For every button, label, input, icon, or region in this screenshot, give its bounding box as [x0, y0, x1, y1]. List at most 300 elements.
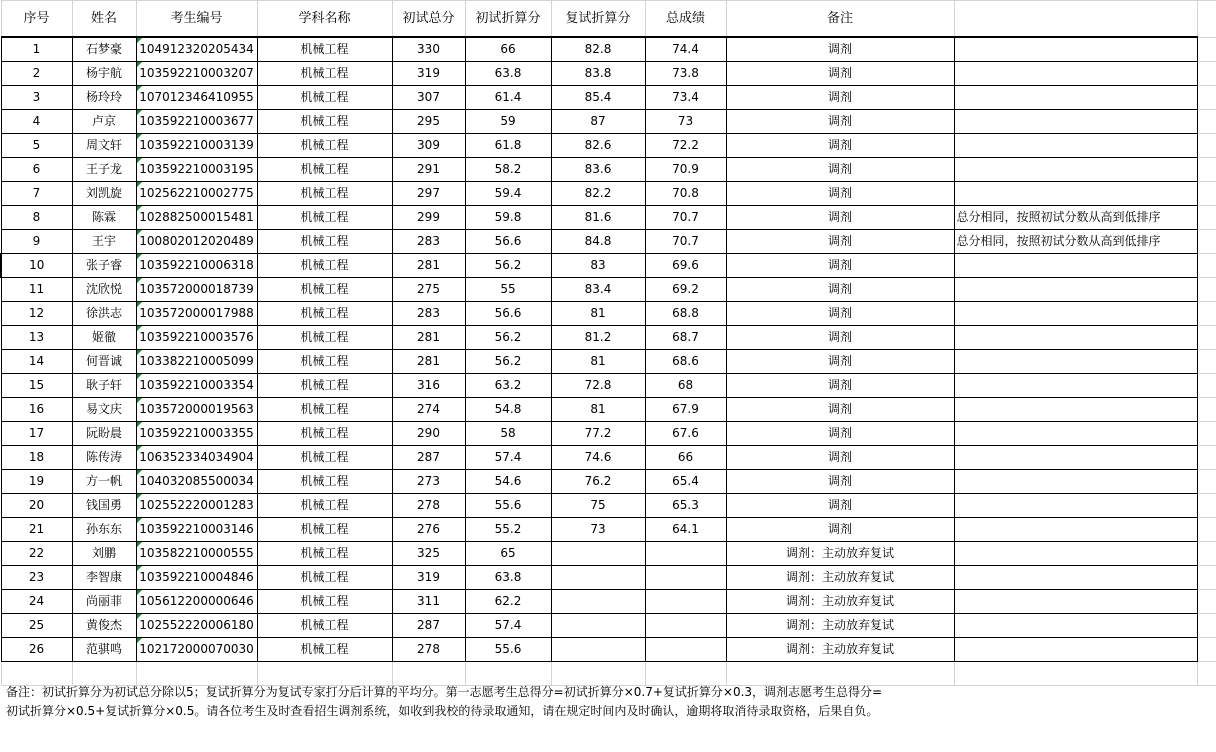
candidate-id-cell[interactable]: 104912320205434 — [136, 37, 257, 62]
prelim-total-cell[interactable]: 311 — [392, 590, 465, 614]
candidate-id-cell[interactable]: 103592210003207 — [136, 62, 257, 86]
name-cell[interactable]: 姬徹 — [72, 326, 136, 350]
total-score-cell[interactable]: 70.9 — [645, 158, 726, 182]
subject-cell[interactable]: 机械工程 — [257, 326, 392, 350]
name-cell[interactable]: 何晋诚 — [72, 350, 136, 374]
cell[interactable] — [1197, 470, 1216, 494]
candidate-id-cell[interactable]: 104032085500034 — [136, 470, 257, 494]
cell[interactable] — [1197, 326, 1216, 350]
seq-cell[interactable]: 7 — [1, 182, 72, 206]
remark-cell[interactable]: 调剂 — [726, 278, 954, 302]
retest-converted-cell[interactable]: 73 — [551, 518, 645, 542]
remark-cell[interactable]: 调剂 — [726, 494, 954, 518]
candidate-id-cell[interactable]: 100802012020489 — [136, 230, 257, 254]
seq-cell[interactable]: 17 — [1, 422, 72, 446]
retest-converted-cell[interactable]: 83.6 — [551, 158, 645, 182]
total-score-cell[interactable]: 73.8 — [645, 62, 726, 86]
subject-cell[interactable]: 机械工程 — [257, 374, 392, 398]
seq-cell[interactable]: 3 — [1, 86, 72, 110]
seq-cell[interactable]: 2 — [1, 62, 72, 86]
remark-cell[interactable]: 调剂 — [726, 158, 954, 182]
prelim-converted-cell[interactable]: 54.6 — [465, 470, 551, 494]
cell[interactable] — [1197, 566, 1216, 590]
note-cell[interactable] — [954, 638, 1197, 662]
prelim-total-cell[interactable]: 281 — [392, 350, 465, 374]
candidate-id-cell[interactable]: 105612200000646 — [136, 590, 257, 614]
cell[interactable] — [1197, 662, 1216, 686]
note-cell[interactable] — [954, 182, 1197, 206]
candidate-id-cell[interactable]: 103572000019563 — [136, 398, 257, 422]
remark-cell[interactable]: 调剂 — [726, 134, 954, 158]
cell[interactable] — [1, 662, 72, 686]
candidate-id-cell[interactable]: 102552220006180 — [136, 614, 257, 638]
prelim-converted-cell[interactable]: 55.6 — [465, 494, 551, 518]
name-cell[interactable]: 周文轩 — [72, 134, 136, 158]
remark-cell[interactable]: 调剂：主动放弃复试 — [726, 542, 954, 566]
total-score-cell[interactable]: 68.7 — [645, 326, 726, 350]
subject-cell[interactable]: 机械工程 — [257, 230, 392, 254]
prelim-converted-cell[interactable]: 59.8 — [465, 206, 551, 230]
total-score-cell[interactable]: 66 — [645, 446, 726, 470]
cell[interactable] — [1197, 398, 1216, 422]
prelim-total-cell[interactable]: 325 — [392, 542, 465, 566]
cell[interactable] — [1197, 614, 1216, 638]
note-cell[interactable] — [954, 518, 1197, 542]
name-cell[interactable]: 耿子轩 — [72, 374, 136, 398]
cell[interactable] — [1197, 86, 1216, 110]
total-score-cell[interactable]: 68 — [645, 374, 726, 398]
retest-converted-cell[interactable]: 81 — [551, 302, 645, 326]
candidate-id-cell[interactable]: 102562210002775 — [136, 182, 257, 206]
total-score-cell[interactable] — [645, 542, 726, 566]
prelim-converted-cell[interactable]: 61.8 — [465, 134, 551, 158]
total-score-cell[interactable]: 69.2 — [645, 278, 726, 302]
retest-converted-cell[interactable] — [551, 566, 645, 590]
prelim-total-cell[interactable]: 287 — [392, 446, 465, 470]
prelim-converted-cell[interactable]: 57.4 — [465, 614, 551, 638]
header-cell[interactable]: 序号 — [1, 1, 72, 38]
note-cell[interactable] — [954, 542, 1197, 566]
remark-cell[interactable]: 调剂：主动放弃复试 — [726, 590, 954, 614]
retest-converted-cell[interactable]: 75 — [551, 494, 645, 518]
cell[interactable] — [1197, 254, 1216, 278]
prelim-converted-cell[interactable]: 56.2 — [465, 254, 551, 278]
retest-converted-cell[interactable] — [551, 590, 645, 614]
note-cell[interactable]: 总分相同，按照初试分数从高到低排序 — [954, 230, 1197, 254]
candidate-id-cell[interactable]: 103592210004846 — [136, 566, 257, 590]
remark-cell[interactable]: 调剂 — [726, 326, 954, 350]
header-cell[interactable]: 总成绩 — [645, 1, 726, 38]
prelim-total-cell[interactable]: 274 — [392, 398, 465, 422]
note-cell[interactable] — [954, 614, 1197, 638]
subject-cell[interactable]: 机械工程 — [257, 206, 392, 230]
remark-cell[interactable]: 调剂 — [726, 446, 954, 470]
retest-converted-cell[interactable] — [551, 638, 645, 662]
total-score-cell[interactable] — [645, 638, 726, 662]
subject-cell[interactable]: 机械工程 — [257, 494, 392, 518]
retest-converted-cell[interactable] — [551, 542, 645, 566]
subject-cell[interactable]: 机械工程 — [257, 590, 392, 614]
prelim-total-cell[interactable]: 275 — [392, 278, 465, 302]
prelim-total-cell[interactable]: 276 — [392, 518, 465, 542]
retest-converted-cell[interactable]: 81 — [551, 350, 645, 374]
name-cell[interactable]: 沈欣悦 — [72, 278, 136, 302]
subject-cell[interactable]: 机械工程 — [257, 422, 392, 446]
prelim-converted-cell[interactable]: 58 — [465, 422, 551, 446]
prelim-total-cell[interactable]: 307 — [392, 86, 465, 110]
candidate-id-cell[interactable]: 107012346410955 — [136, 86, 257, 110]
prelim-converted-cell[interactable]: 54.8 — [465, 398, 551, 422]
retest-converted-cell[interactable]: 84.8 — [551, 230, 645, 254]
note-cell[interactable] — [954, 278, 1197, 302]
total-score-cell[interactable]: 70.7 — [645, 206, 726, 230]
retest-converted-cell[interactable]: 85.4 — [551, 86, 645, 110]
prelim-total-cell[interactable]: 278 — [392, 494, 465, 518]
seq-cell[interactable]: 21 — [1, 518, 72, 542]
candidate-id-cell[interactable]: 103592210003576 — [136, 326, 257, 350]
note-cell[interactable] — [954, 86, 1197, 110]
candidate-id-cell[interactable]: 103592210003195 — [136, 158, 257, 182]
name-cell[interactable]: 王宇 — [72, 230, 136, 254]
total-score-cell[interactable]: 67.9 — [645, 398, 726, 422]
seq-cell[interactable]: 11 — [1, 278, 72, 302]
candidate-id-cell[interactable]: 103592210003355 — [136, 422, 257, 446]
subject-cell[interactable]: 机械工程 — [257, 134, 392, 158]
total-score-cell[interactable]: 70.8 — [645, 182, 726, 206]
name-cell[interactable]: 石梦豪 — [72, 37, 136, 62]
candidate-id-cell[interactable]: 102882500015481 — [136, 206, 257, 230]
remark-cell[interactable]: 调剂 — [726, 86, 954, 110]
total-score-cell[interactable]: 65.4 — [645, 470, 726, 494]
remark-cell[interactable]: 调剂 — [726, 62, 954, 86]
retest-converted-cell[interactable] — [551, 614, 645, 638]
seq-cell[interactable]: 26 — [1, 638, 72, 662]
remark-cell[interactable]: 调剂 — [726, 182, 954, 206]
prelim-total-cell[interactable]: 297 — [392, 182, 465, 206]
name-cell[interactable]: 张子睿 — [72, 254, 136, 278]
retest-converted-cell[interactable]: 83.8 — [551, 62, 645, 86]
subject-cell[interactable]: 机械工程 — [257, 158, 392, 182]
seq-cell[interactable]: 23 — [1, 566, 72, 590]
remark-cell[interactable]: 调剂 — [726, 37, 954, 62]
note-cell[interactable] — [954, 446, 1197, 470]
candidate-id-cell[interactable]: 102172000070030 — [136, 638, 257, 662]
prelim-total-cell[interactable]: 319 — [392, 566, 465, 590]
note-cell[interactable] — [954, 374, 1197, 398]
note-cell[interactable] — [954, 254, 1197, 278]
retest-converted-cell[interactable]: 77.2 — [551, 422, 645, 446]
seq-cell[interactable]: 15 — [1, 374, 72, 398]
name-cell[interactable]: 徐洪志 — [72, 302, 136, 326]
candidate-id-cell[interactable]: 103582210000555 — [136, 542, 257, 566]
total-score-cell[interactable]: 68.6 — [645, 350, 726, 374]
remark-cell[interactable]: 调剂 — [726, 254, 954, 278]
name-cell[interactable]: 陈传涛 — [72, 446, 136, 470]
subject-cell[interactable]: 机械工程 — [257, 182, 392, 206]
subject-cell[interactable]: 机械工程 — [257, 446, 392, 470]
remark-cell[interactable]: 调剂：主动放弃复试 — [726, 638, 954, 662]
cell[interactable] — [1197, 518, 1216, 542]
seq-cell[interactable]: 10 — [1, 254, 72, 278]
note-cell[interactable] — [954, 134, 1197, 158]
subject-cell[interactable]: 机械工程 — [257, 542, 392, 566]
prelim-converted-cell[interactable]: 65 — [465, 542, 551, 566]
prelim-converted-cell[interactable]: 55 — [465, 278, 551, 302]
cell[interactable] — [1197, 158, 1216, 182]
subject-cell[interactable]: 机械工程 — [257, 398, 392, 422]
remark-cell[interactable]: 调剂 — [726, 518, 954, 542]
prelim-converted-cell[interactable]: 61.4 — [465, 86, 551, 110]
remark-cell[interactable]: 调剂：主动放弃复试 — [726, 566, 954, 590]
candidate-id-cell[interactable]: 103592210003139 — [136, 134, 257, 158]
cell[interactable] — [72, 662, 136, 686]
retest-converted-cell[interactable]: 76.2 — [551, 470, 645, 494]
prelim-converted-cell[interactable]: 66 — [465, 37, 551, 62]
name-cell[interactable]: 刘凯旋 — [72, 182, 136, 206]
seq-cell[interactable]: 18 — [1, 446, 72, 470]
note-cell[interactable] — [954, 470, 1197, 494]
cell[interactable] — [1197, 1, 1216, 38]
cell[interactable] — [1197, 638, 1216, 662]
cell[interactable] — [1197, 542, 1216, 566]
prelim-total-cell[interactable]: 278 — [392, 638, 465, 662]
header-cell[interactable]: 复试折算分 — [551, 1, 645, 38]
note-cell[interactable] — [954, 590, 1197, 614]
seq-cell[interactable]: 6 — [1, 158, 72, 182]
remark-cell[interactable]: 调剂 — [726, 230, 954, 254]
prelim-total-cell[interactable]: 295 — [392, 110, 465, 134]
total-score-cell[interactable]: 73.4 — [645, 86, 726, 110]
subject-cell[interactable]: 机械工程 — [257, 254, 392, 278]
total-score-cell[interactable]: 74.4 — [645, 37, 726, 62]
total-score-cell[interactable]: 67.6 — [645, 422, 726, 446]
prelim-total-cell[interactable]: 273 — [392, 470, 465, 494]
seq-cell[interactable]: 4 — [1, 110, 72, 134]
prelim-converted-cell[interactable]: 55.2 — [465, 518, 551, 542]
retest-converted-cell[interactable]: 83 — [551, 254, 645, 278]
remark-cell[interactable]: 调剂 — [726, 422, 954, 446]
total-score-cell[interactable]: 69.6 — [645, 254, 726, 278]
note-cell[interactable] — [954, 494, 1197, 518]
total-score-cell[interactable]: 72.2 — [645, 134, 726, 158]
name-cell[interactable]: 方一帆 — [72, 470, 136, 494]
cell[interactable] — [1197, 446, 1216, 470]
name-cell[interactable]: 孙东东 — [72, 518, 136, 542]
header-cell[interactable]: 学科名称 — [257, 1, 392, 38]
note-cell[interactable] — [954, 350, 1197, 374]
header-cell[interactable]: 姓名 — [72, 1, 136, 38]
subject-cell[interactable]: 机械工程 — [257, 110, 392, 134]
cell[interactable] — [1197, 230, 1216, 254]
prelim-total-cell[interactable]: 290 — [392, 422, 465, 446]
seq-cell[interactable]: 12 — [1, 302, 72, 326]
prelim-total-cell[interactable]: 283 — [392, 230, 465, 254]
seq-cell[interactable]: 19 — [1, 470, 72, 494]
name-cell[interactable]: 陈霖 — [72, 206, 136, 230]
candidate-id-cell[interactable]: 102552220001283 — [136, 494, 257, 518]
prelim-total-cell[interactable]: 299 — [392, 206, 465, 230]
name-cell[interactable]: 李智康 — [72, 566, 136, 590]
prelim-converted-cell[interactable]: 56.6 — [465, 302, 551, 326]
total-score-cell[interactable]: 73 — [645, 110, 726, 134]
seq-cell[interactable]: 25 — [1, 614, 72, 638]
seq-cell[interactable]: 5 — [1, 134, 72, 158]
note-cell[interactable] — [954, 110, 1197, 134]
candidate-id-cell[interactable]: 103592210003354 — [136, 374, 257, 398]
retest-converted-cell[interactable]: 81 — [551, 398, 645, 422]
cell[interactable] — [1197, 350, 1216, 374]
cell[interactable] — [1197, 590, 1216, 614]
note-cell[interactable] — [954, 62, 1197, 86]
prelim-converted-cell[interactable]: 56.2 — [465, 350, 551, 374]
seq-cell[interactable]: 20 — [1, 494, 72, 518]
retest-converted-cell[interactable]: 81.2 — [551, 326, 645, 350]
prelim-total-cell[interactable]: 291 — [392, 158, 465, 182]
cell[interactable] — [726, 662, 954, 686]
name-cell[interactable]: 刘鹏 — [72, 542, 136, 566]
name-cell[interactable]: 尚丽菲 — [72, 590, 136, 614]
remark-cell[interactable]: 调剂 — [726, 206, 954, 230]
retest-converted-cell[interactable]: 72.8 — [551, 374, 645, 398]
cell[interactable] — [1197, 134, 1216, 158]
subject-cell[interactable]: 机械工程 — [257, 37, 392, 62]
name-cell[interactable]: 杨玲玲 — [72, 86, 136, 110]
note-cell[interactable] — [954, 326, 1197, 350]
total-score-cell[interactable] — [645, 590, 726, 614]
header-cell[interactable]: 备注 — [726, 1, 954, 38]
cell[interactable] — [645, 662, 726, 686]
prelim-total-cell[interactable]: 283 — [392, 302, 465, 326]
prelim-converted-cell[interactable]: 59.4 — [465, 182, 551, 206]
cell[interactable] — [1197, 422, 1216, 446]
prelim-converted-cell[interactable]: 59 — [465, 110, 551, 134]
candidate-id-cell[interactable]: 106352334034904 — [136, 446, 257, 470]
seq-cell[interactable]: 16 — [1, 398, 72, 422]
prelim-total-cell[interactable]: 281 — [392, 326, 465, 350]
prelim-total-cell[interactable]: 287 — [392, 614, 465, 638]
subject-cell[interactable]: 机械工程 — [257, 350, 392, 374]
retest-converted-cell[interactable]: 74.6 — [551, 446, 645, 470]
subject-cell[interactable]: 机械工程 — [257, 278, 392, 302]
header-cell[interactable] — [954, 1, 1197, 38]
candidate-id-cell[interactable]: 103592210003146 — [136, 518, 257, 542]
prelim-converted-cell[interactable]: 57.4 — [465, 446, 551, 470]
remark-cell[interactable]: 调剂 — [726, 110, 954, 134]
note-cell[interactable] — [954, 158, 1197, 182]
cell[interactable] — [1197, 110, 1216, 134]
seq-cell[interactable]: 14 — [1, 350, 72, 374]
subject-cell[interactable]: 机械工程 — [257, 638, 392, 662]
subject-cell[interactable]: 机械工程 — [257, 470, 392, 494]
total-score-cell[interactable]: 70.7 — [645, 230, 726, 254]
prelim-total-cell[interactable]: 319 — [392, 62, 465, 86]
cell[interactable] — [257, 662, 392, 686]
subject-cell[interactable]: 机械工程 — [257, 302, 392, 326]
remark-cell[interactable]: 调剂 — [726, 374, 954, 398]
seq-cell[interactable]: 1 — [1, 37, 72, 62]
remark-cell[interactable]: 调剂 — [726, 350, 954, 374]
prelim-converted-cell[interactable]: 55.6 — [465, 638, 551, 662]
cell[interactable] — [954, 662, 1197, 686]
prelim-converted-cell[interactable]: 58.2 — [465, 158, 551, 182]
remark-cell[interactable]: 调剂 — [726, 470, 954, 494]
name-cell[interactable]: 范骐鸣 — [72, 638, 136, 662]
cell[interactable] — [1197, 302, 1216, 326]
cell[interactable] — [465, 662, 551, 686]
prelim-total-cell[interactable]: 281 — [392, 254, 465, 278]
note-cell[interactable] — [954, 302, 1197, 326]
total-score-cell[interactable] — [645, 566, 726, 590]
remark-cell[interactable]: 调剂 — [726, 398, 954, 422]
cell[interactable] — [551, 662, 645, 686]
total-score-cell[interactable]: 65.3 — [645, 494, 726, 518]
name-cell[interactable]: 易文庆 — [72, 398, 136, 422]
seq-cell[interactable]: 24 — [1, 590, 72, 614]
name-cell[interactable]: 杨宇航 — [72, 62, 136, 86]
seq-cell[interactable]: 22 — [1, 542, 72, 566]
remark-cell[interactable]: 调剂：主动放弃复试 — [726, 614, 954, 638]
subject-cell[interactable]: 机械工程 — [257, 62, 392, 86]
header-cell[interactable]: 考生编号 — [136, 1, 257, 38]
total-score-cell[interactable]: 64.1 — [645, 518, 726, 542]
total-score-cell[interactable]: 68.8 — [645, 302, 726, 326]
cell[interactable] — [392, 662, 465, 686]
retest-converted-cell[interactable]: 87 — [551, 110, 645, 134]
name-cell[interactable]: 王子龙 — [72, 158, 136, 182]
seq-cell[interactable]: 9 — [1, 230, 72, 254]
prelim-converted-cell[interactable]: 63.8 — [465, 62, 551, 86]
prelim-converted-cell[interactable]: 63.2 — [465, 374, 551, 398]
name-cell[interactable]: 黄俊杰 — [72, 614, 136, 638]
candidate-id-cell[interactable]: 103382210005099 — [136, 350, 257, 374]
retest-converted-cell[interactable]: 83.4 — [551, 278, 645, 302]
name-cell[interactable]: 钱国勇 — [72, 494, 136, 518]
candidate-id-cell[interactable]: 103572000017988 — [136, 302, 257, 326]
prelim-converted-cell[interactable]: 56.2 — [465, 326, 551, 350]
seq-cell[interactable]: 8 — [1, 206, 72, 230]
name-cell[interactable]: 阮盼晨 — [72, 422, 136, 446]
remark-cell[interactable]: 调剂 — [726, 302, 954, 326]
candidate-id-cell[interactable]: 103592210003677 — [136, 110, 257, 134]
total-score-cell[interactable] — [645, 614, 726, 638]
retest-converted-cell[interactable]: 81.6 — [551, 206, 645, 230]
note-cell[interactable] — [954, 37, 1197, 62]
cell[interactable] — [1197, 37, 1216, 62]
note-cell[interactable] — [954, 398, 1197, 422]
candidate-id-cell[interactable]: 103592210006318 — [136, 254, 257, 278]
cell[interactable] — [1197, 206, 1216, 230]
candidate-id-cell[interactable]: 103572000018739 — [136, 278, 257, 302]
note-cell[interactable]: 总分相同，按照初试分数从高到低排序 — [954, 206, 1197, 230]
prelim-total-cell[interactable]: 330 — [392, 37, 465, 62]
prelim-converted-cell[interactable]: 62.2 — [465, 590, 551, 614]
cell[interactable] — [136, 662, 257, 686]
prelim-converted-cell[interactable]: 56.6 — [465, 230, 551, 254]
cell[interactable] — [1197, 494, 1216, 518]
cell[interactable] — [1197, 278, 1216, 302]
retest-converted-cell[interactable]: 82.6 — [551, 134, 645, 158]
name-cell[interactable]: 卢京 — [72, 110, 136, 134]
retest-converted-cell[interactable]: 82.2 — [551, 182, 645, 206]
subject-cell[interactable]: 机械工程 — [257, 614, 392, 638]
subject-cell[interactable]: 机械工程 — [257, 86, 392, 110]
prelim-total-cell[interactable]: 316 — [392, 374, 465, 398]
cell[interactable] — [1197, 182, 1216, 206]
prelim-total-cell[interactable]: 309 — [392, 134, 465, 158]
header-cell[interactable]: 初试折算分 — [465, 1, 551, 38]
prelim-converted-cell[interactable]: 63.8 — [465, 566, 551, 590]
header-cell[interactable]: 初试总分 — [392, 1, 465, 38]
